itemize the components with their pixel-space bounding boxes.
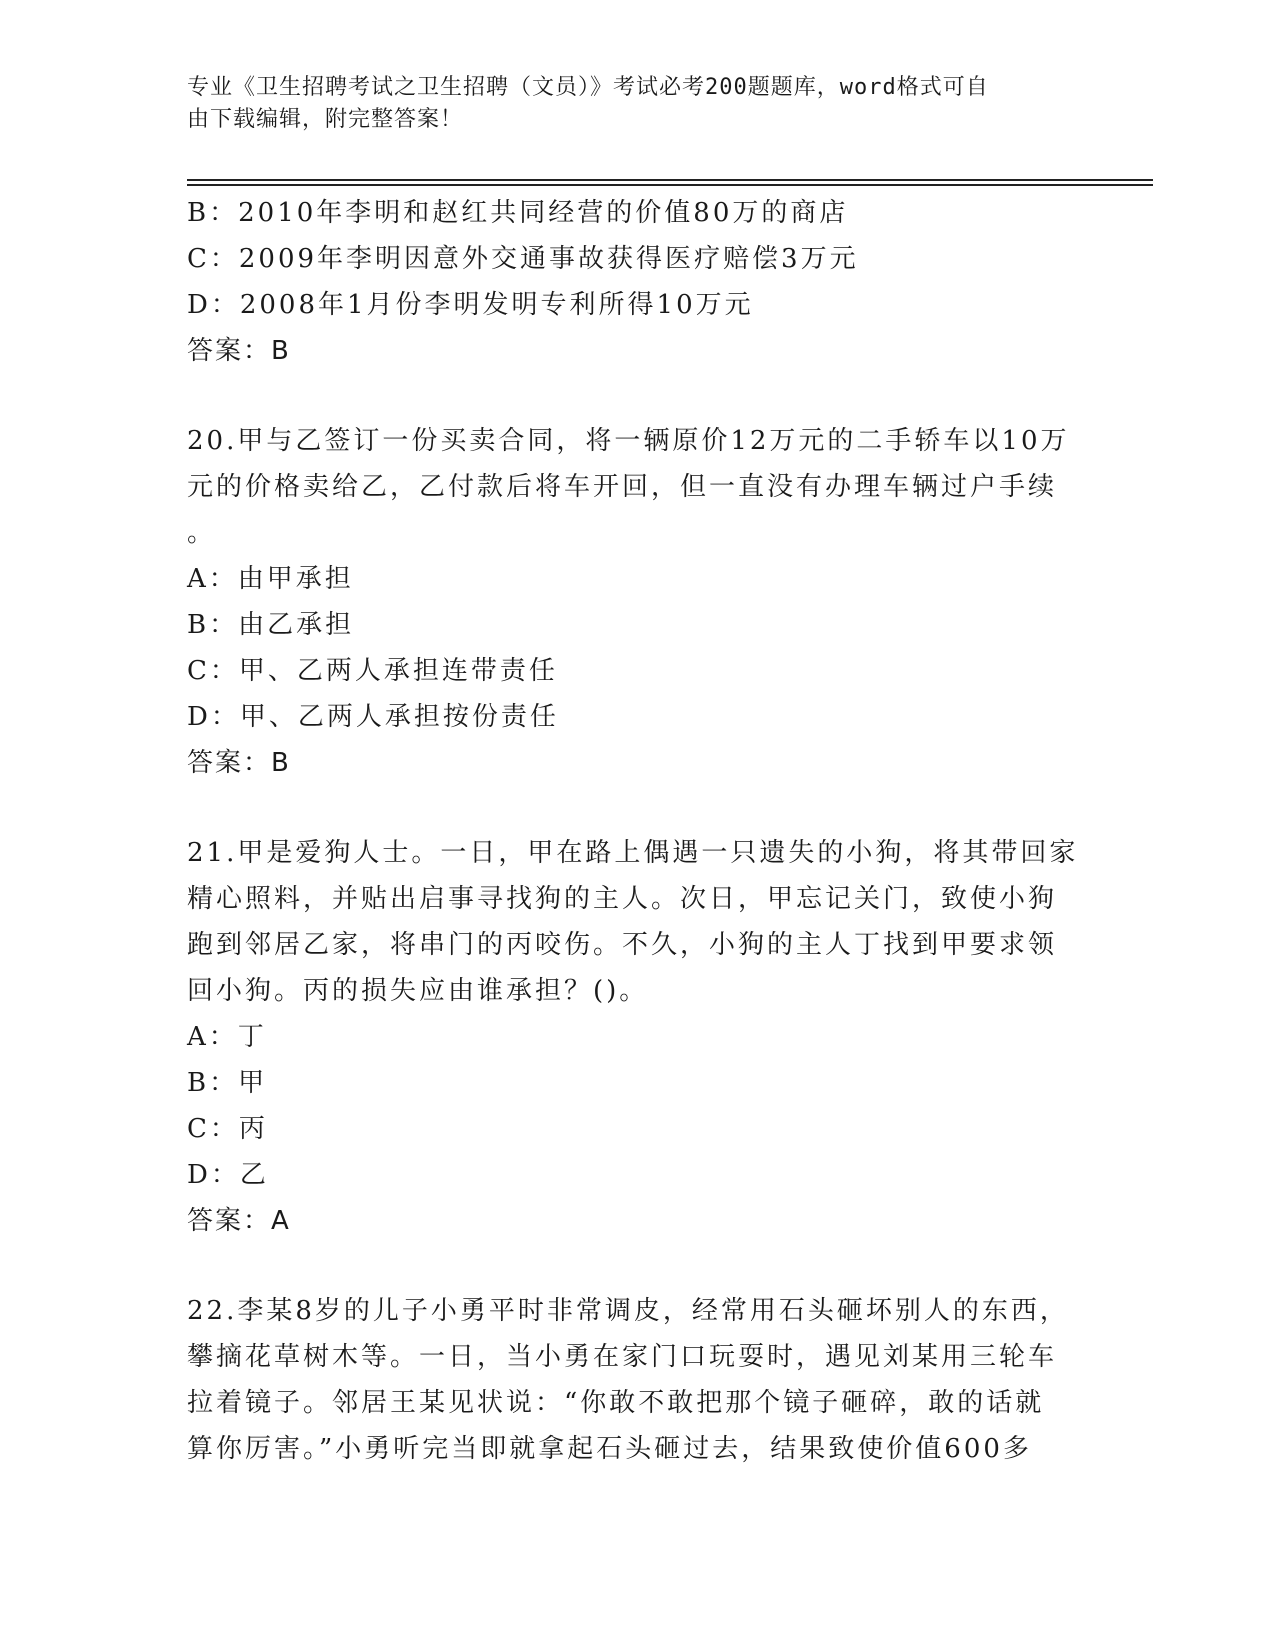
stem-line: 元的价格卖给乙，乙付款后将车开回，但一直没有办理车辆过户手续 [187, 472, 1058, 502]
stem-line: 20.甲与乙签订一份买卖合同，将一辆原价12万元的二手轿车以10万 [187, 426, 1070, 456]
question-21 [187, 830, 1087, 1244]
option-b: B：甲 [187, 1068, 268, 1098]
stem-line: 算你厉害。”小勇听完当即就拿起石头砸过去，结果致使价值600多 [187, 1434, 1032, 1464]
answer: 答案：B [187, 336, 291, 366]
option-c: C：甲、乙两人承担连带责任 [187, 656, 558, 686]
document-body [187, 190, 1087, 1472]
stem-line: 21.甲是爱狗人士。一日，甲在路上偶遇一只遗失的小狗，将其带回家 [187, 838, 1079, 868]
header-divider-top [187, 179, 1153, 181]
stem-line: 攀摘花草树木等。一日，当小勇在家门口玩耍时，遇见刘某用三轮车 [187, 1342, 1058, 1372]
option-c: C：2009年李明因意外交通事故获得医疗赔偿3万元 [187, 244, 859, 274]
option-a: A：丁 [187, 1022, 267, 1052]
answer: 答案：B [187, 748, 291, 778]
stem-line: 22.李某8岁的儿子小勇平时非常调皮，经常用石头砸坏别人的东西， [187, 1296, 1069, 1326]
option-a: A：由甲承担 [187, 564, 354, 594]
stem-line: 回小狗。丙的损失应由谁承担？()。 [187, 976, 649, 1006]
question-stem [187, 830, 1087, 1014]
question-stem [187, 418, 1087, 556]
header-divider-bottom [187, 184, 1153, 186]
option-b: B：2010年李明和赵红共同经营的价值80万的商店 [187, 198, 849, 228]
question-stem [187, 1288, 1087, 1472]
option-c: C：丙 [187, 1114, 268, 1144]
stem-line: 拉着镜子。邻居王某见状说：“你敢不敢把那个镜子砸碎，敢的话就 [187, 1388, 1045, 1418]
document-header [187, 72, 1067, 136]
header-line-2: 由下载编辑，附完整答案！ [187, 107, 464, 132]
answer: 答案：A [187, 1206, 291, 1236]
option-b: B：由乙承担 [187, 610, 355, 640]
question-20 [187, 418, 1087, 786]
option-d: D：乙 [187, 1160, 269, 1190]
stem-line: 精心照料，并贴出启事寻找狗的主人。次日，甲忘记关门，致使小狗 [187, 884, 1058, 914]
stem-line: 跑到邻居乙家，将串门的丙咬伤。不久，小狗的主人丁找到甲要求领 [187, 930, 1058, 960]
option-d: D：甲、乙两人承担按份责任 [187, 702, 559, 732]
header-line-1: 专业《卫生招聘考试之卫生招聘（文员）》考试必考200题题库，word格式可自 [187, 75, 989, 100]
stem-line: 。 [187, 518, 217, 548]
option-d: D：2008年1月份李明发明专利所得10万元 [187, 290, 754, 320]
question-22 [187, 1288, 1087, 1472]
previous-question [187, 190, 1087, 374]
